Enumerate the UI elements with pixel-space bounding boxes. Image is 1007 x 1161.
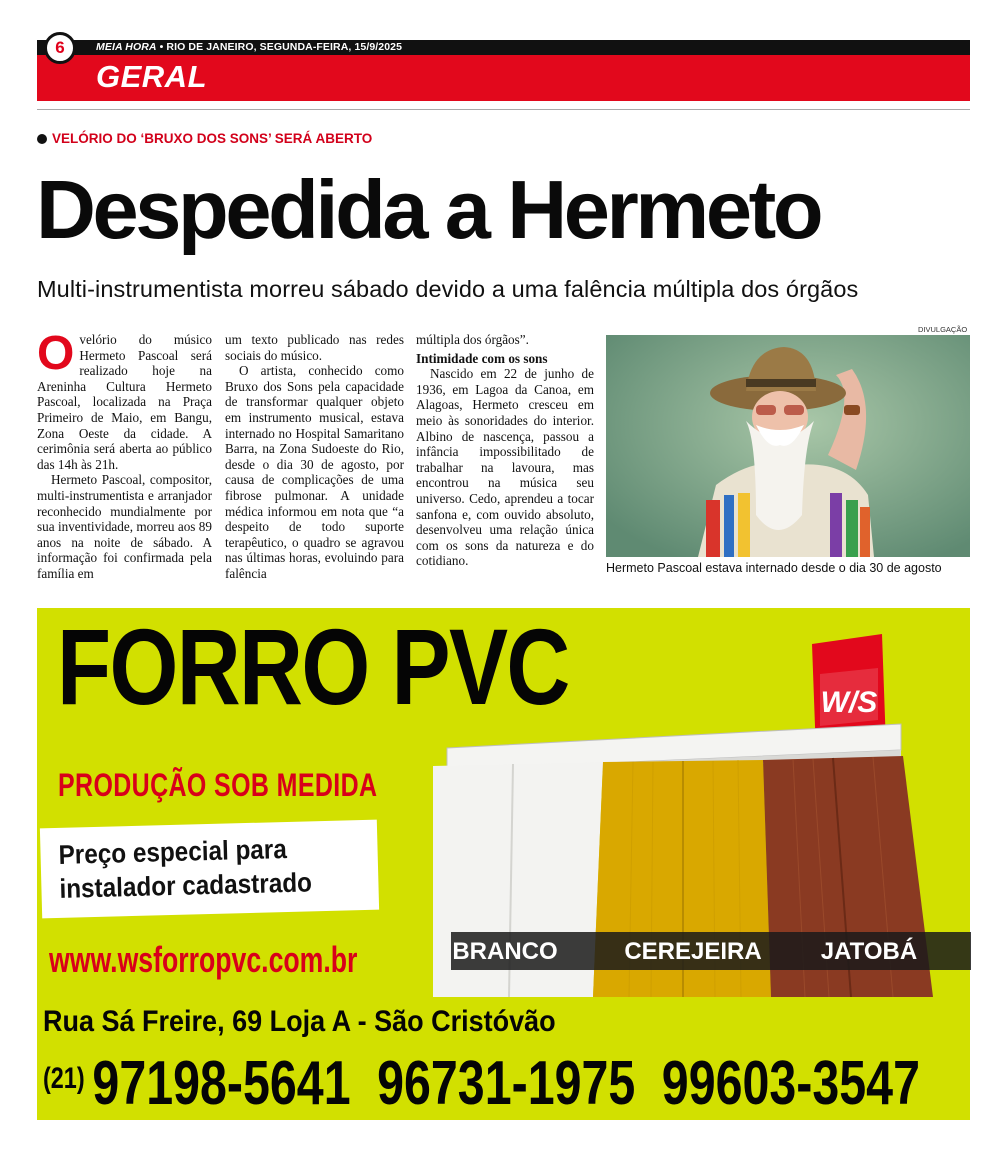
- article-column-2: [225, 332, 404, 582]
- photo-caption: Hermeto Pascoal estava internado desde o dia 30 de agosto: [606, 561, 942, 575]
- paragraph: um texto publicado nas redes sociais do músico.: [225, 332, 404, 363]
- color-label-branco: BRANCO: [452, 938, 558, 965]
- color-label-cerejeira: CEREJEIRA: [624, 938, 762, 965]
- ad-phones: [43, 1048, 920, 1119]
- article-photo: [606, 335, 970, 557]
- color-label-jatoba: JATOBÁ: [820, 938, 918, 965]
- dateline: [96, 41, 402, 53]
- dateline-text: • RIO DE JANEIRO, SEGUNDA-FEIRA, 15/9/2025: [159, 41, 403, 53]
- drop-cap: O: [37, 327, 75, 380]
- paragraph: múltipla dos órgãos”.: [416, 332, 529, 347]
- ws-logo-text: W/S: [820, 686, 878, 719]
- ad-address: Rua Sá Freire, 69 Loja A - São Cristóvão: [43, 1005, 556, 1038]
- ad-price-line-2: instalador cadastrado: [59, 867, 313, 904]
- headline: Despedida a Hermeto: [36, 163, 821, 256]
- paragraph: O artista, conhecido como Bruxo dos Sons pela capacidade de transformar qualquer objeto em instrumento musical, estava internado no Hospital Samaritano Barra, na Zona Sudoeste do Rio, desde o dia 30 de agosto, por causa de complicações de uma fibrose pulmonar. A unidade médica informou em nota que “a despeito de todo suporte terapêutico, o quadro se agravou nas últimas horas, evoluindo para falência: [225, 363, 404, 581]
- ad-production-text: PRODUÇÃO SOB MEDIDA: [58, 767, 378, 803]
- ad-phone: 96731-1975: [377, 1049, 636, 1118]
- kicker: [37, 131, 372, 146]
- ad-phone: 99603-3547: [661, 1049, 920, 1118]
- bullet-icon: [37, 134, 47, 144]
- pvc-panels-illustration: [433, 722, 975, 997]
- ad-phone: 97198-5641: [92, 1049, 351, 1118]
- article-column-1: [37, 327, 212, 582]
- header-rule: [37, 109, 970, 110]
- page-number: 6: [44, 32, 76, 64]
- ad-title: FORRO PVC: [57, 606, 569, 727]
- ad-website: www.wsforropvc.com.br: [49, 939, 358, 980]
- ad-price-text: [58, 831, 312, 906]
- intertitle: Intimidade com os sons: [416, 350, 548, 366]
- section-title: GERAL: [96, 59, 207, 94]
- article-column-3: [416, 332, 594, 569]
- paragraph: velório do músico Hermeto Pascoal será realizado hoje na Areninha Cultura Hermeto Pascoal, localizada na Praça Primeiro de Maio, em Bangu, Zona Oeste da cidade. A cerimônia será aberta ao público das 14h às 21h.: [37, 332, 212, 472]
- paragraph: Nascido em 22 de junho de 1936, em Lagoa da Canoa, em Alagoas, Hermeto cresceu em meio às sonoridades do interior. Albino de nascença, passou a infância impossibilitado de trabalhar na lavoura, mas encontrou na música seu universo. Cedo, aprendeu a tocar sanfona e, com ouvido absoluto, desenvolveu uma relação única com os sons da natureza e do cotidiano.: [416, 366, 594, 569]
- ad-price-box: [40, 820, 379, 919]
- kicker-text: VELÓRIO DO ‘BRUXO DOS SONS’ SERÁ ABERTO: [52, 131, 373, 146]
- portrait-illustration: [606, 335, 970, 557]
- paragraph: Hermeto Pascoal, compositor, multi-instrumentista e arranjador reconhecido mundialmente por sua inventividade, morreu aos 89 anos na noite de sábado. A informação foi confirmada pela família em: [37, 472, 212, 581]
- brand-name: MEIA HORA: [96, 41, 157, 53]
- photo-credit: DIVULGAÇÃO: [918, 325, 968, 334]
- subheadline: Multi-instrumentista morreu sábado devido a uma falência múltipla dos órgãos: [37, 276, 859, 302]
- ad-area-code: (21): [43, 1062, 85, 1095]
- ad-price-line-1: Preço especial para: [58, 833, 288, 870]
